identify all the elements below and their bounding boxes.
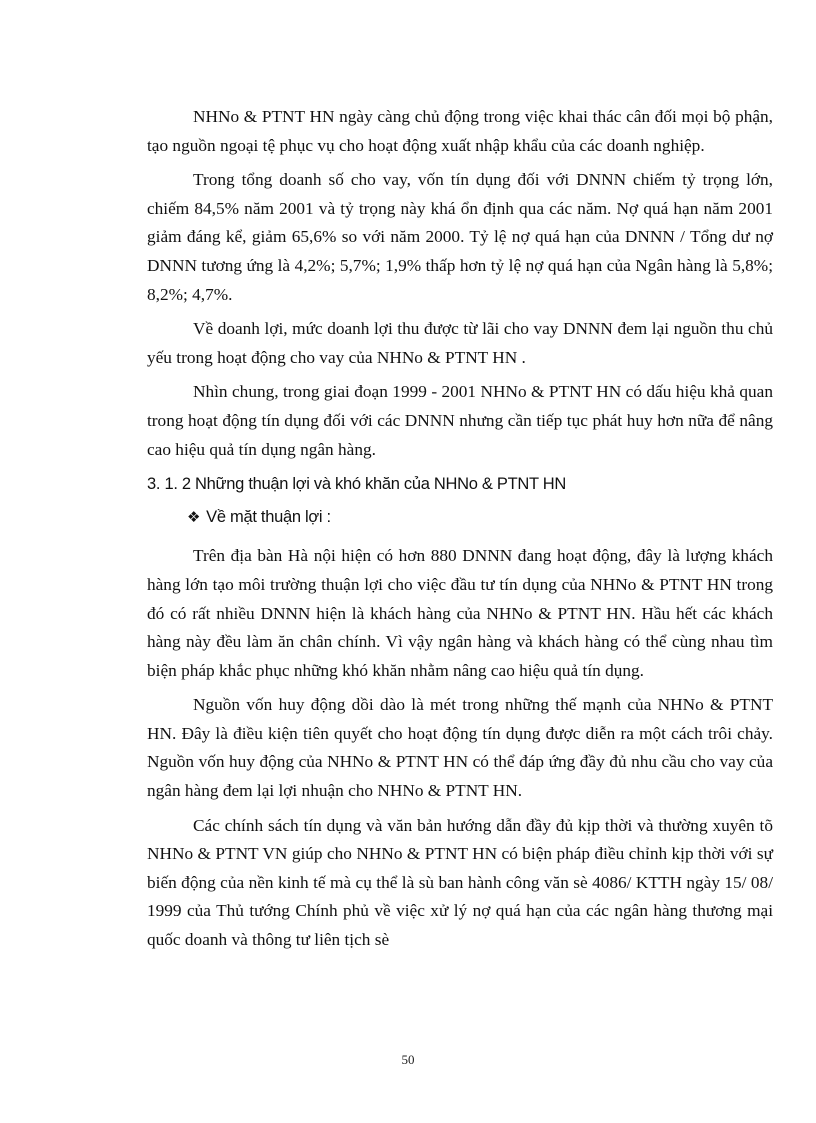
paragraph-5: Trên địa bàn Hà nội hiện có hơn 880 DNNN đang hoạt động, đây là lượng khách hàng lớn tạo môi trường thuận lợi cho việc đầu tư tín dụng của NHNo & PTNT HN trong đó có rất nhiều DNNN hiện là khách hàng của NHNo & PTNT HN. Hầu hết các khách hàng này đều làm ăn chân chính. Vì vậy ngân hàng và khách hàng có thể cùng nhau tìm biện pháp khắc phục những khó khăn nhằm nâng cao hiệu quả tín dụng.: [147, 546, 773, 680]
paragraph-6: Nguồn vốn huy động dồi dào là mét trong những thế mạnh của NHNo & PTNT HN. Đây là điều kiện tiên quyết cho hoạt động tín dụng được diễn ra một cách trôi chảy. Nguồn vốn huy động của NHNo & PTNT HN có thể đáp ứng đầy đủ nhu cầu cho vay của ngân hàng đem lại lợi nhuận cho NHNo & PTNT HN.: [147, 695, 773, 801]
paragraph-4: Nhìn chung, trong giai đoạn 1999 - 2001 NHNo & PTNT HN có dấu hiệu khả quan trong hoạt động tín dụng đối với các DNNN nhưng cần tiếp tục phát huy hơn nữa để nâng cao hiệu quả tín dụng ngân hàng.: [147, 382, 773, 459]
paragraph-2: Trong tổng doanh số cho vay, vốn tín dụng đối với DNNN chiếm tỷ trọng lớn, chiếm 84,5% năm 2001 và tỷ trọng này khá ổn định qua các năm. Nợ quá hạn năm 2001 giảm đáng kể, giảm 65,6% so với năm 2000. Tỷ lệ nợ quá hạn của DNNN / Tổng dư nợ DNNN tương ứng là 4,2%; 5,7%; 1,9% thấp hơn tỷ lệ nợ quá hạn của Ngân hàng là 5,8%; 8,2%; 4,7%.: [147, 170, 773, 304]
paragraph-3: Về doanh lợi, mức doanh lợi thu được từ lãi cho vay DNNN đem lại nguồn thu chủ yếu trong hoạt động cho vay của NHNo & PTNT HN .: [147, 319, 773, 367]
paragraph-1: NHNo & PTNT HN ngày càng chủ động trong việc khai thác cân đối mọi bộ phận, tạo nguồn ngoại tệ phục vụ cho hoạt động xuất nhập khẩu của các doanh nghiệp.: [147, 107, 773, 155]
bullet-advantages: [147, 503, 773, 533]
bullet-text: Về mặt thuận lợi :: [206, 507, 331, 526]
page-number: 50: [401, 1052, 415, 1067]
paragraph-7: Các chính sách tín dụng và văn bản hướng dẫn đầy đủ kịp thời và thường xuyên tõ NHNo & PTNT VN giúp cho NHNo & PTNT HN có biện pháp điều chỉnh kịp thời với sự biến động của nền kinh tế mà cụ thể là sù ban hành công văn sè 4086/ KTTH ngày 15/ 08/ 1999 của Thủ tướng Chính phủ về việc xử lý nợ quá hạn của các ngân hàng thương mại quốc doanh và thông tư liên tịch sè: [147, 815, 773, 950]
document-page: [147, 103, 773, 961]
diamond-bullet-icon: ❖: [187, 508, 201, 526]
section-heading: 3. 1. 2 Những thuận lợi và khó khăn của NHNo & PTNT HN: [147, 475, 566, 494]
